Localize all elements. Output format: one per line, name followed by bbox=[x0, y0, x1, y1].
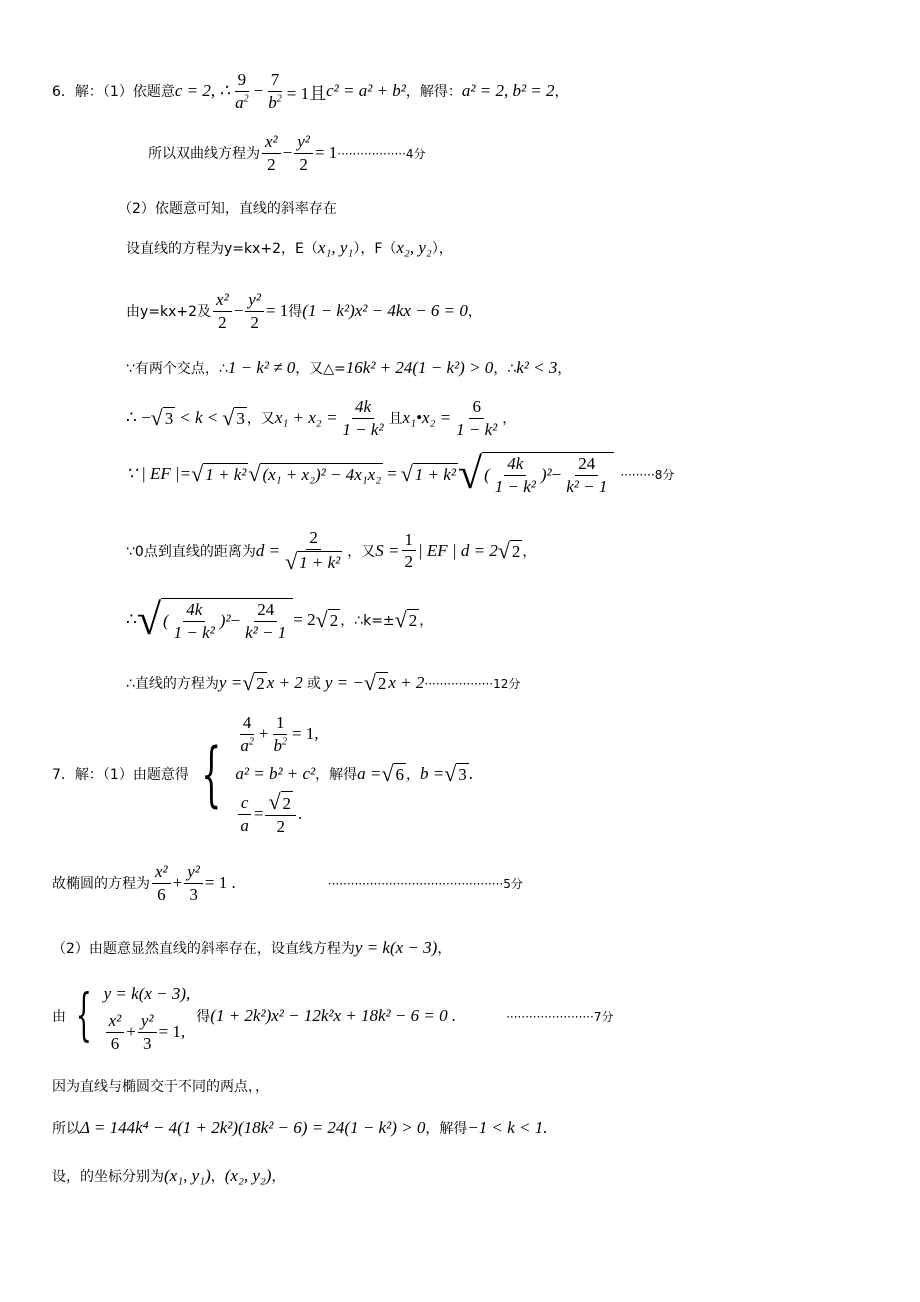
frac-24 bbox=[563, 454, 610, 496]
x-term: x + 2 bbox=[388, 673, 425, 692]
frac-den: $a^2$ bbox=[240, 735, 254, 755]
frac-sqrt2-2 bbox=[265, 791, 296, 836]
frac-y2-2 bbox=[245, 290, 264, 332]
q6-line-5 bbox=[126, 290, 482, 332]
sqrt-body: 2 bbox=[408, 611, 418, 631]
quadratic: (1 + 2k²)x² − 12k²x + 18k² − 6 = 0 . bbox=[210, 1006, 457, 1025]
q6-line-11 bbox=[126, 672, 520, 694]
frac-y2-2 bbox=[294, 132, 313, 174]
sys-row-1 bbox=[104, 978, 191, 1010]
frac-num: 6 bbox=[469, 397, 484, 419]
frac-4k bbox=[492, 454, 539, 496]
frac-num: x² bbox=[152, 862, 171, 884]
frac-4k bbox=[171, 600, 218, 642]
frac-num: y² bbox=[138, 1011, 157, 1033]
from-label: 由 bbox=[52, 1009, 66, 1025]
sys-row-3: $\frac{c}{a}$ = √ 2 2 . bbox=[235, 794, 473, 834]
sys-row-1: $\frac{4}{a^2}$ + $\frac{1}{b^2}$ = 1, bbox=[235, 714, 473, 754]
d-label: d = bbox=[255, 540, 281, 560]
frac-24 bbox=[242, 600, 289, 642]
frac-den: 2 bbox=[267, 154, 276, 174]
frac-den: 1 − k² bbox=[342, 419, 384, 439]
frac-num: c bbox=[238, 793, 252, 815]
q7-line-system bbox=[52, 978, 613, 1054]
sqrt-6 bbox=[381, 763, 406, 785]
radical-icon: √ bbox=[315, 607, 328, 633]
solve-label: ，解得： bbox=[405, 84, 462, 101]
frac-den: 2 bbox=[299, 154, 308, 174]
line-mid: ），F（ bbox=[353, 241, 397, 257]
q7-line-delta bbox=[52, 1118, 548, 1138]
sqrt-2 bbox=[395, 609, 420, 631]
frac-den: 6 bbox=[110, 1033, 120, 1053]
point-1: (x₁, y₁) bbox=[164, 1166, 211, 1185]
sqrt-body bbox=[482, 452, 614, 496]
sqrt-body: 2 bbox=[281, 791, 294, 813]
frac-num: 24 bbox=[254, 600, 277, 622]
x-term: x + 2 bbox=[266, 673, 303, 692]
frac-num: 4k bbox=[183, 600, 205, 622]
line-eq: y = k(x − 3) bbox=[354, 938, 438, 957]
frac-den bbox=[282, 550, 345, 574]
frac-num: 4k bbox=[352, 397, 374, 419]
comma: ， bbox=[419, 613, 434, 630]
sqrt-body: 2 bbox=[511, 541, 521, 561]
frac-den: 3 bbox=[142, 1033, 152, 1053]
sqrt-body: 3 bbox=[236, 409, 245, 429]
frac-den: 1 − k² bbox=[494, 476, 536, 496]
radical-icon: √ bbox=[400, 461, 413, 487]
radical-icon: √ bbox=[150, 405, 163, 431]
distance-label: ∵0点到直线的距离为 bbox=[126, 543, 256, 560]
frac-den-var: a bbox=[240, 735, 249, 755]
frac-den: 1 − k² bbox=[456, 419, 498, 439]
sum: x₁ + x₂ = bbox=[274, 408, 338, 428]
q6-line-2 bbox=[148, 132, 426, 174]
result: a² = 2, b² = 2 bbox=[461, 81, 555, 101]
radical-icon: √ bbox=[191, 461, 204, 487]
sqrt-1k2 bbox=[401, 463, 458, 485]
q6-c2: c = 2, ∴ bbox=[174, 81, 231, 101]
ellipse-label: 故椭圆的方程为 bbox=[52, 876, 150, 893]
comma: ， bbox=[557, 361, 572, 377]
part2-text: （2）依题意可知，直线的斜率存在 bbox=[118, 201, 337, 217]
comma: ， bbox=[437, 941, 452, 957]
frac-num: 2 bbox=[306, 528, 321, 550]
sqrt-body bbox=[161, 598, 293, 642]
score: ··················12分 bbox=[424, 676, 521, 691]
sqrt-body: (x₁ + x₂)² − 4x₁x₂ bbox=[262, 465, 382, 485]
frac-den: $b^2$ bbox=[268, 92, 282, 112]
frac-den: k² − 1 bbox=[245, 622, 287, 642]
sqrt-body: 1 + k² bbox=[414, 465, 456, 485]
score: ··············································5分 bbox=[327, 876, 523, 891]
comma: ， bbox=[405, 767, 420, 783]
quadratic: (1 − k²)x² − 4kx − 6 = 0 bbox=[302, 301, 468, 321]
paren: ( bbox=[162, 611, 169, 631]
delta-expr: Δ = 144k⁴ − 4(1 + 2k²)(18k² − 6) = 24(1 − k²) > 0 bbox=[80, 1118, 426, 1137]
radical-icon: √ bbox=[268, 789, 281, 815]
area-rest: | EF | d = 2 bbox=[418, 540, 498, 560]
frac-den: 2 bbox=[250, 312, 259, 332]
therefore-neg: ∴ − bbox=[126, 408, 151, 428]
eq: = 2 bbox=[293, 610, 316, 630]
sqrt-body: 2 bbox=[329, 611, 339, 631]
q6-line-9 bbox=[126, 528, 536, 573]
radical-icon: √ bbox=[136, 595, 161, 644]
q6-line-8 bbox=[126, 449, 675, 498]
sys-row-2: $\frac{\text{x²}}{6}$ + $\frac{\text{y²}}{3}$ = 1, bbox=[104, 1010, 191, 1054]
so-label: 所以 bbox=[52, 1121, 80, 1137]
sqrt-body: 6 bbox=[395, 765, 404, 784]
radical-icon: √ bbox=[363, 670, 376, 695]
sqrt-disc bbox=[248, 463, 383, 485]
sqrt-1k2 bbox=[285, 548, 342, 574]
set-label: 设，的坐标分别为 bbox=[52, 1169, 164, 1185]
q7-line-because bbox=[52, 1076, 269, 1096]
brace-icon: { bbox=[75, 983, 92, 1048]
sqrt-3 bbox=[444, 763, 469, 785]
cond-k: k² < 3 bbox=[516, 358, 558, 377]
sqrt-body: 2 bbox=[377, 674, 387, 693]
q7-line-part2 bbox=[52, 938, 451, 958]
frac-num: 4k bbox=[504, 454, 526, 476]
frac-6 bbox=[453, 397, 500, 439]
frac-den: 2 bbox=[218, 312, 227, 332]
q6-line-6 bbox=[126, 358, 571, 378]
sqrt-2 bbox=[242, 672, 267, 694]
q6-head: 6．解：（1）依题意 bbox=[52, 84, 175, 101]
frac-den: a bbox=[240, 815, 249, 835]
q6-line-4 bbox=[126, 238, 453, 258]
sys-row-2 bbox=[235, 754, 473, 794]
comma: ， bbox=[467, 304, 482, 321]
brace-icon: { bbox=[201, 733, 222, 815]
delta-label: ，又△= bbox=[295, 361, 346, 377]
frac-num: 1 bbox=[273, 713, 288, 735]
score: ·······················7分 bbox=[506, 1009, 614, 1024]
solve-label: ，解得 bbox=[315, 767, 358, 783]
cond-a: 1 − k² ≠ 0 bbox=[227, 358, 296, 377]
sqrt-3 bbox=[222, 407, 247, 429]
also: ，又 bbox=[347, 543, 376, 560]
sqrt-big bbox=[457, 449, 614, 498]
frac-num: y² bbox=[294, 132, 313, 154]
eq: = 1, bbox=[158, 1022, 186, 1041]
frac-den-var: b bbox=[273, 735, 282, 755]
sqrt-1k2 bbox=[191, 463, 248, 485]
sys-eq-1: y = k(x − 3), bbox=[103, 984, 191, 1003]
eq: = bbox=[387, 464, 397, 484]
line-end: ）， bbox=[431, 241, 453, 257]
sqrt-body: 2 bbox=[256, 674, 265, 693]
also: ，又 bbox=[246, 411, 275, 428]
sqrt-body: 1 + k² bbox=[205, 465, 247, 485]
frac-num: x² bbox=[106, 1011, 125, 1033]
minus: − bbox=[230, 611, 241, 631]
frac-num: y² bbox=[245, 290, 264, 312]
frac-d bbox=[282, 528, 345, 573]
frac-num: y² bbox=[184, 862, 203, 884]
q7-line-ellipse: 故椭圆的方程为 $\frac{\text{x²}}{6}$ + $\frac{\text{y²}}{3}$ = 1 . ··············································5分 bbox=[52, 862, 523, 904]
sqrt-body: 3 bbox=[164, 409, 174, 429]
radical-icon: √ bbox=[242, 670, 255, 695]
therefore: ，∴ bbox=[493, 361, 517, 377]
comma: ， bbox=[210, 1169, 225, 1185]
frac-num: 24 bbox=[575, 454, 598, 476]
frac-den: 6 bbox=[157, 884, 166, 904]
frac-4k bbox=[339, 397, 386, 439]
frac-y2-3 bbox=[184, 862, 203, 904]
sqrt-big bbox=[136, 595, 293, 644]
a-eq: a = bbox=[357, 764, 382, 783]
and: 且 bbox=[388, 411, 403, 428]
frac-num: 7 bbox=[268, 70, 283, 92]
frac-den: $a^2$ bbox=[235, 92, 249, 112]
line-def: 设直线的方程为y=kx+2，E（ bbox=[126, 241, 318, 257]
sqrt-body: 3 bbox=[458, 765, 467, 784]
part2-text: （2）由题意显然直线的斜率存在，设直线方程为 bbox=[52, 941, 355, 957]
frac-c-a bbox=[237, 793, 252, 835]
q6-line-3 bbox=[118, 198, 337, 218]
eq: = 1 bbox=[314, 143, 338, 163]
solve-label: ，解得 bbox=[425, 1121, 468, 1137]
b-eq: b = bbox=[419, 764, 445, 783]
frac-x2-2 bbox=[213, 290, 232, 332]
period: . bbox=[298, 804, 303, 823]
frac-num: 4 bbox=[240, 713, 255, 735]
radical-icon: √ bbox=[394, 607, 407, 633]
radical-icon: √ bbox=[285, 548, 298, 574]
y-eq-neg: y = − bbox=[324, 673, 364, 692]
frac-den: k² − 1 bbox=[566, 476, 608, 496]
system bbox=[235, 714, 473, 834]
prod: x₁•x₂ = bbox=[402, 408, 452, 428]
sqrt-2 bbox=[364, 672, 389, 694]
minus: − bbox=[551, 465, 562, 485]
q7-head: 7．解：（1）由题意得 bbox=[52, 767, 189, 783]
point-f: x₂, y₂ bbox=[396, 238, 432, 257]
sqrt-body: 1 + k² bbox=[297, 551, 342, 573]
frac-x2-2 bbox=[262, 132, 281, 174]
relation: c² = a² + b² bbox=[326, 81, 406, 101]
frac-7-b2 bbox=[265, 70, 285, 112]
frac-4-a2 bbox=[237, 713, 257, 755]
radical-icon: √ bbox=[222, 405, 235, 431]
frac-half bbox=[402, 530, 417, 572]
radical-icon: √ bbox=[457, 449, 483, 498]
square: )² bbox=[540, 465, 552, 485]
y-eq: y = bbox=[218, 673, 243, 692]
frac-1-b2 bbox=[270, 713, 290, 755]
from-label: 由y=kx+2及 bbox=[126, 304, 212, 321]
radical-icon: √ bbox=[381, 761, 394, 786]
comma: ， bbox=[522, 543, 537, 560]
frac-x2-6 bbox=[152, 862, 171, 904]
q7-line-1 bbox=[52, 714, 473, 834]
eq1: = 1且 bbox=[286, 83, 327, 103]
q7-line-set bbox=[52, 1166, 285, 1186]
cond-delta: 16k² + 24(1 − k²) > 0 bbox=[345, 358, 494, 377]
sqrt-2 bbox=[497, 537, 523, 563]
comma: ， bbox=[554, 84, 569, 101]
because-text: ∵有两个交点，∴ bbox=[126, 361, 228, 377]
frac-x2-6 bbox=[106, 1011, 125, 1053]
minus: − bbox=[282, 143, 293, 163]
score: ··················4分 bbox=[337, 146, 426, 161]
eq: = 1 bbox=[265, 301, 289, 321]
period: . bbox=[468, 764, 474, 783]
score: ·········8分 bbox=[620, 467, 675, 482]
paren: ( bbox=[484, 465, 490, 485]
q6-line-10 bbox=[126, 595, 434, 644]
or: 或 bbox=[306, 676, 321, 692]
frac-den: 2 bbox=[276, 817, 285, 836]
radical-icon: √ bbox=[248, 461, 261, 487]
q6-line-1 bbox=[52, 70, 569, 112]
therefore: ∴ bbox=[126, 610, 137, 630]
minus: − bbox=[233, 301, 244, 321]
radical-icon: √ bbox=[444, 761, 457, 786]
s-label: S = bbox=[375, 540, 400, 560]
point-e: x₁, y₁ bbox=[317, 238, 354, 257]
frac-num: x² bbox=[262, 132, 281, 154]
system bbox=[104, 978, 191, 1054]
frac-den: 1 − k² bbox=[173, 622, 215, 642]
eq: = 1 . bbox=[204, 873, 236, 893]
frac-num bbox=[265, 791, 296, 816]
get-label: 得 bbox=[196, 1009, 211, 1025]
sqrt-3 bbox=[151, 407, 176, 429]
radical-icon: √ bbox=[497, 537, 510, 563]
ineq: < k < bbox=[179, 408, 219, 428]
because-text: 因为直线与椭圆交于不同的两点，， bbox=[52, 1079, 269, 1095]
frac-num: x² bbox=[213, 290, 232, 312]
comma: ， bbox=[502, 411, 517, 428]
frac-den-var: a bbox=[235, 92, 244, 112]
square: )² bbox=[219, 611, 231, 631]
eq: = 1, bbox=[291, 724, 319, 743]
frac-den: 2 bbox=[404, 552, 413, 572]
sqrt-2 bbox=[268, 791, 293, 813]
frac-num: 1 bbox=[402, 530, 417, 552]
hyperbola-label: 所以双曲线方程为 bbox=[148, 146, 260, 163]
sqrt-2 bbox=[316, 609, 341, 631]
relation: a² = b² + c² bbox=[235, 764, 316, 783]
frac-den: 3 bbox=[189, 884, 198, 904]
frac-den-var: b bbox=[268, 92, 277, 112]
ef-label: ∵ | EF |= bbox=[126, 464, 192, 484]
line-eq-label: ∴直线的方程为 bbox=[126, 676, 219, 692]
frac-y2-3 bbox=[138, 1011, 157, 1053]
point-2: (x₂, y₂) bbox=[224, 1166, 272, 1185]
frac-num: 9 bbox=[235, 70, 250, 92]
minus: − bbox=[253, 81, 264, 101]
comma: ， bbox=[271, 1169, 286, 1185]
get-label: 得 bbox=[288, 304, 303, 321]
k-range: −1 < k < 1. bbox=[467, 1118, 548, 1137]
q6-line-7 bbox=[126, 397, 516, 439]
k-label: ，∴k=± bbox=[340, 613, 395, 630]
frac-den: $b^2$ bbox=[273, 735, 287, 755]
frac-9-a2 bbox=[232, 70, 252, 112]
